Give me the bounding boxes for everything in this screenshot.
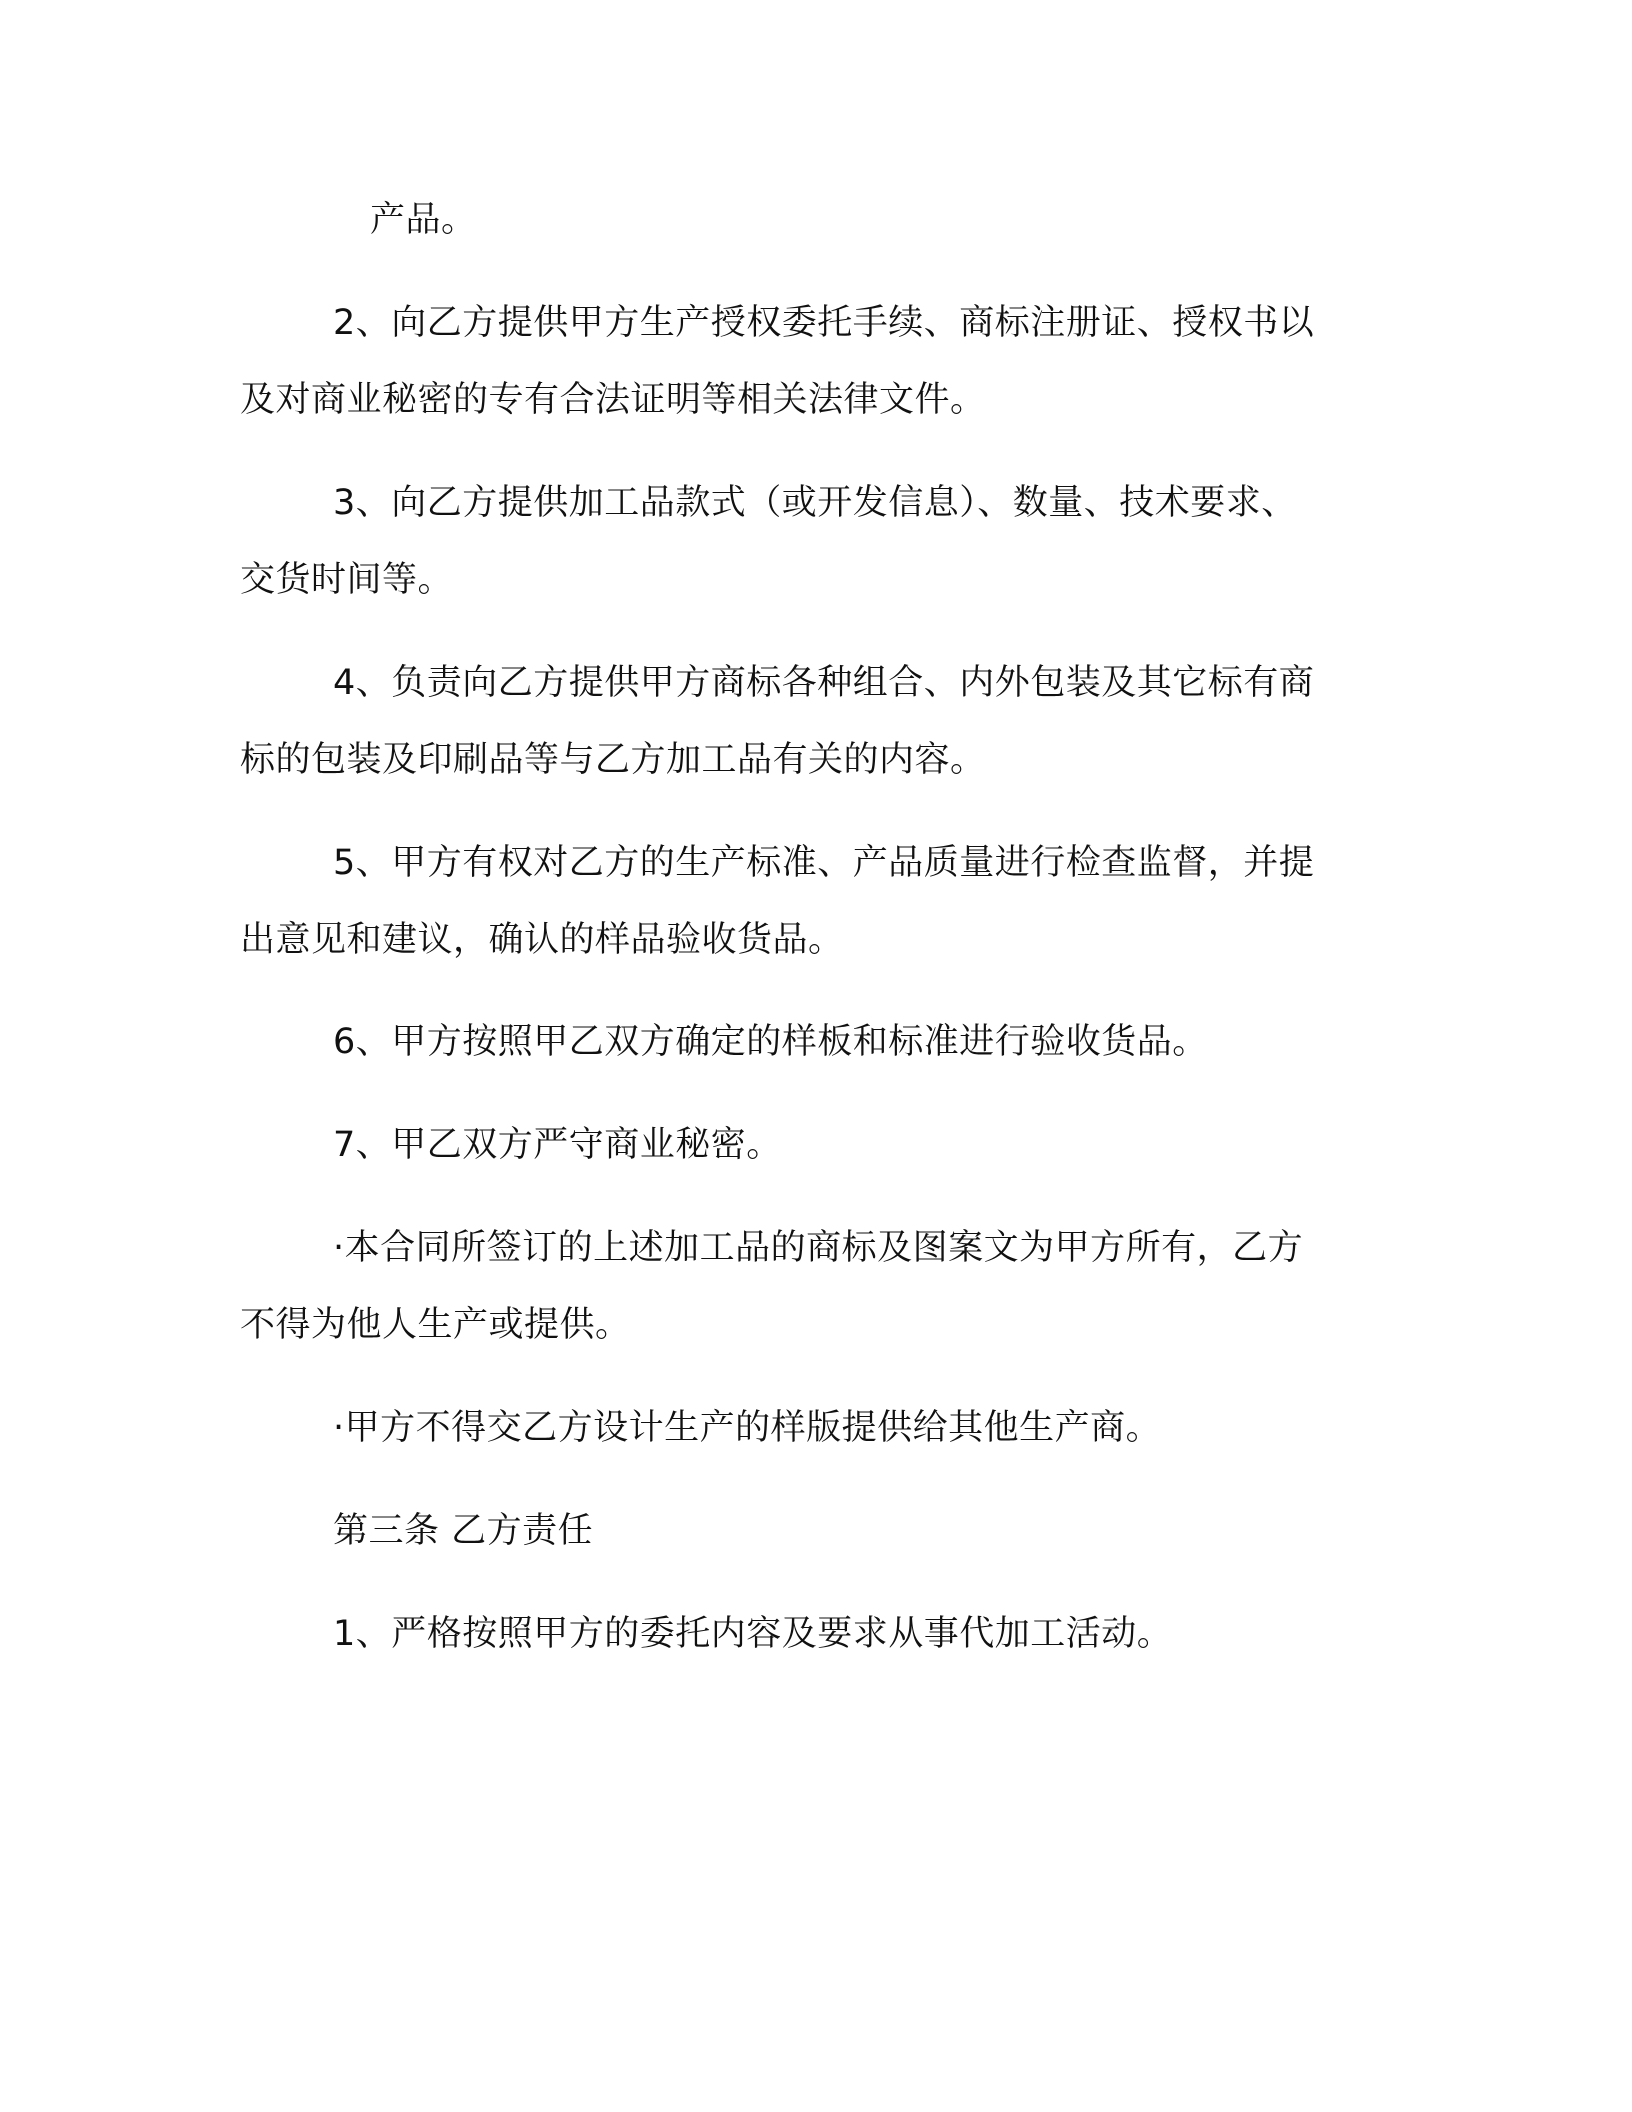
paragraph-line: 5、甲方有权对乙方的生产标准、产品质量进行检查监督，并提 xyxy=(333,843,1315,883)
paragraph-line: 产品。 xyxy=(370,200,477,240)
paragraph-line: 3、向乙方提供加工品款式（或开发信息）、数量、技术要求、 xyxy=(333,483,1297,523)
paragraph-line: 1、严格按照甲方的委托内容及要求从事代加工活动。 xyxy=(333,1614,1173,1654)
paragraph-line: 不得为他人生产或提供。 xyxy=(240,1305,631,1345)
paragraph-line: 4、负责向乙方提供甲方商标各种组合、内外包装及其它标有商 xyxy=(333,663,1315,703)
paragraph-line: 6、甲方按照甲乙双方确定的样板和标准进行验收货品。 xyxy=(333,1022,1208,1062)
paragraph-line: 交货时间等。 xyxy=(240,560,454,600)
paragraph-line: 标的包装及印刷品等与乙方加工品有关的内容。 xyxy=(240,740,986,780)
paragraph-line: 2、向乙方提供甲方生产授权委托手续、商标注册证、授权书以 xyxy=(333,303,1315,343)
paragraph-line: 7、甲乙双方严守商业秘密。 xyxy=(333,1125,782,1165)
paragraph-line: ·甲方不得交乙方设计生产的样版提供给其他生产商。 xyxy=(333,1408,1162,1448)
paragraph-line: 及对商业秘密的专有合法证明等相关法律文件。 xyxy=(240,380,986,420)
paragraph-line: ·本合同所签订的上述加工品的商标及图案文为甲方所有，乙方 xyxy=(333,1228,1304,1268)
paragraph-line: 出意见和建议，确认的样品验收货品。 xyxy=(240,920,844,960)
section-heading: 第三条 乙方责任 xyxy=(333,1511,594,1551)
